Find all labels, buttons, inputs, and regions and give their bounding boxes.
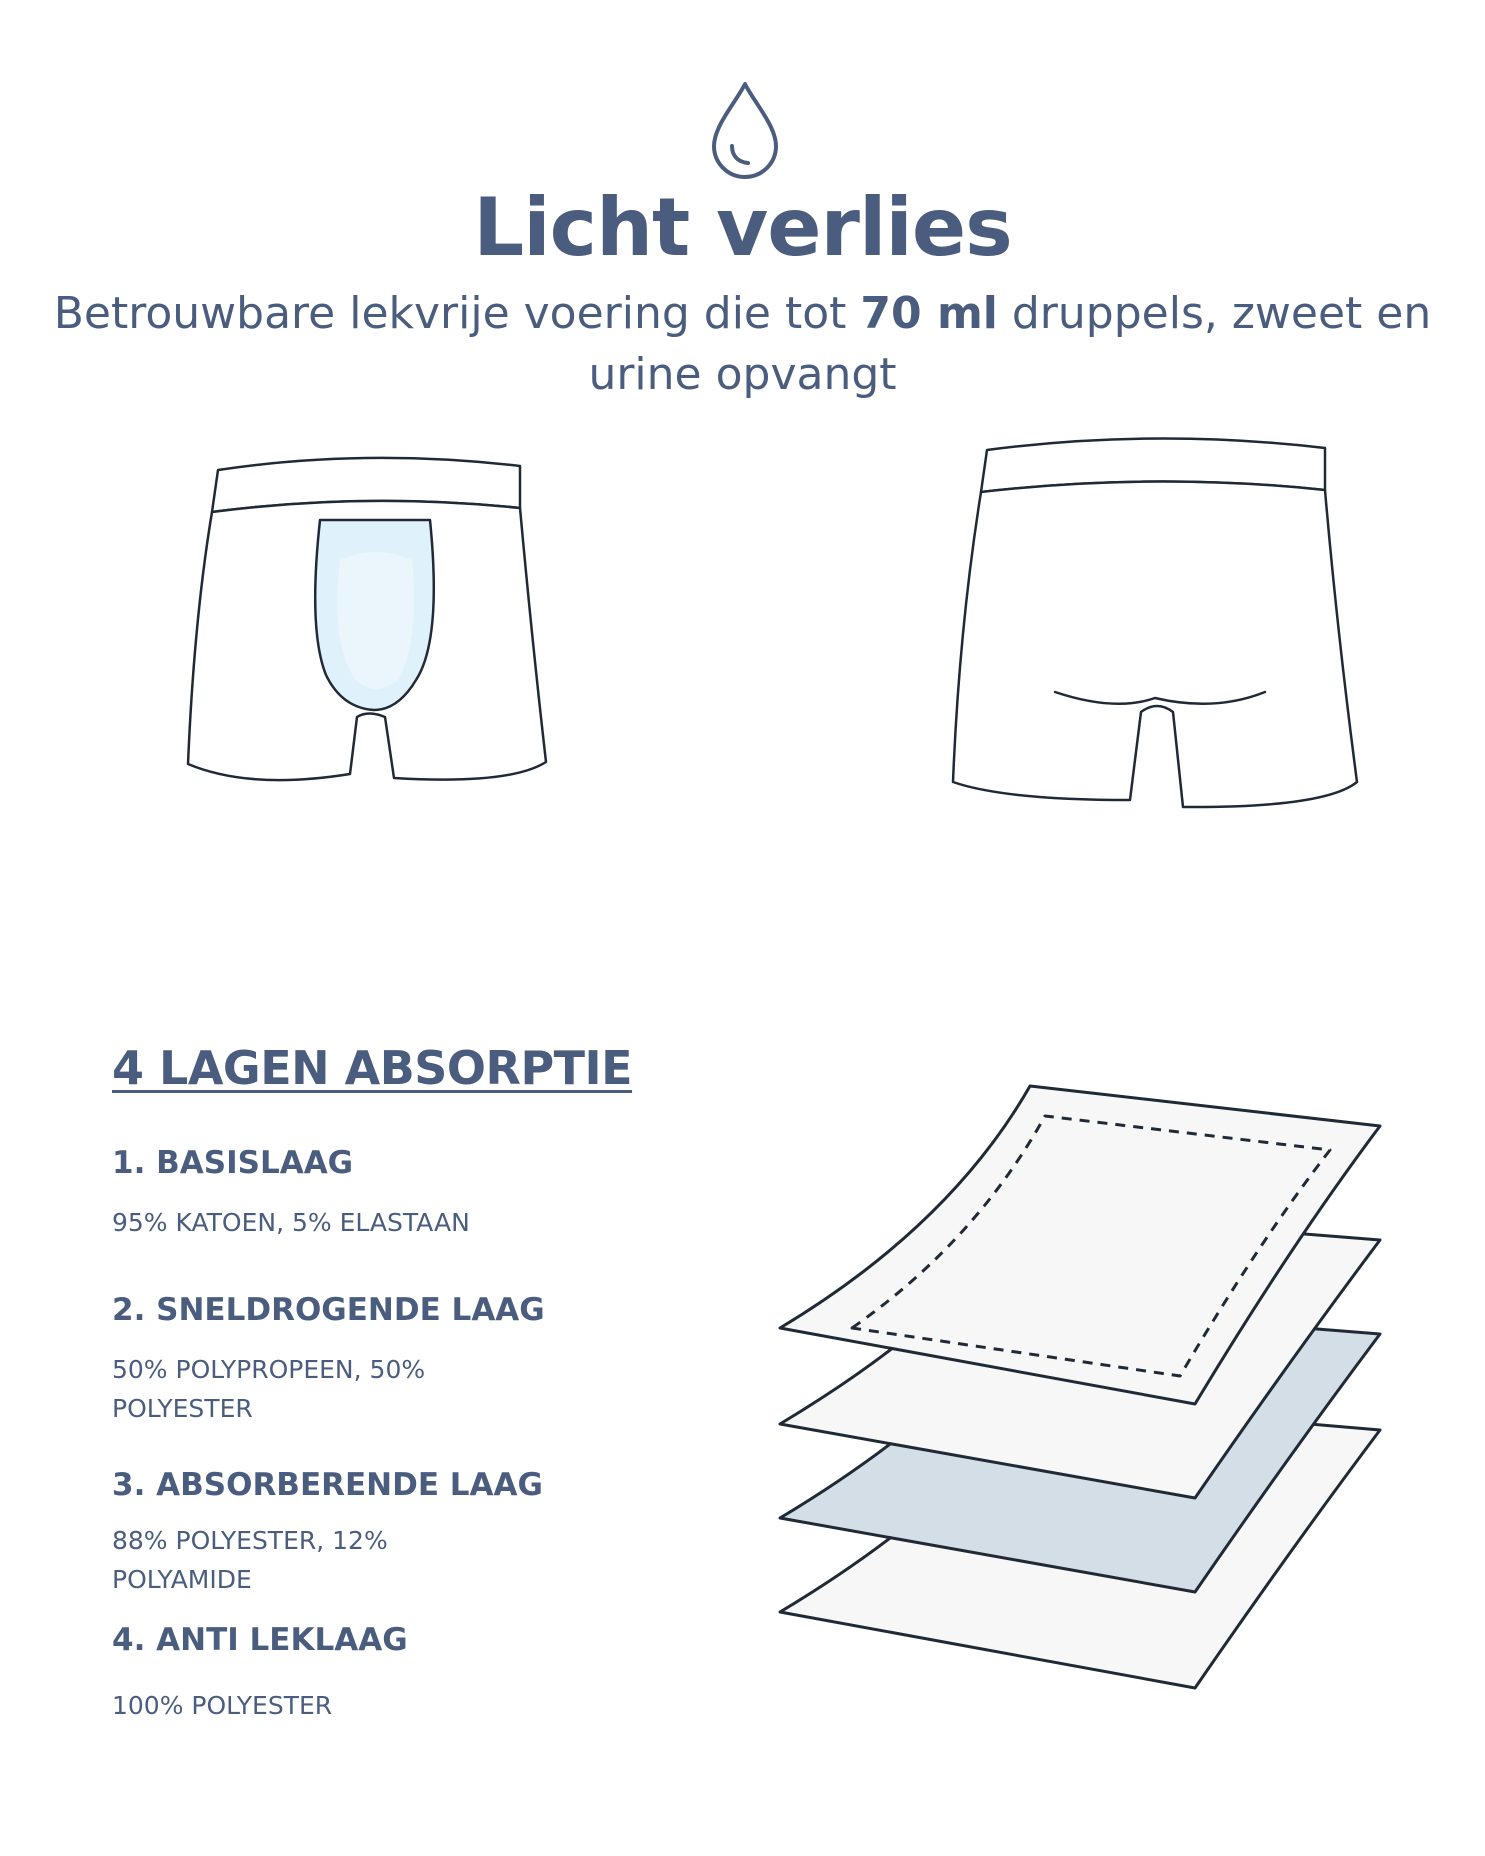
page-subtitle (40, 283, 1445, 405)
layer-1-description: 95% KATOEN, 5% ELASTAAN (112, 1208, 470, 1237)
layers-heading: 4 LAGEN ABSORPTIE (112, 1041, 633, 1095)
layer-3-description: 88% POLYESTER, 12% POLYAMIDE (112, 1526, 388, 1594)
boxer-front-icon (180, 440, 560, 800)
layer-3-title: 3. ABSORBERENDE LAAG (112, 1467, 543, 1503)
boxer-back-icon (945, 430, 1365, 820)
layer-4-description: 100% POLYESTER (112, 1691, 333, 1720)
water-drop-icon (706, 80, 784, 184)
layer-1-title: 1. BASISLAAG (112, 1145, 354, 1181)
layer-2-title: 2. SNELDROGENDE LAAG (112, 1292, 545, 1328)
subtitle-text-end: druppels, zweet en urine opvangt (588, 288, 1432, 400)
subtitle-text: Betrouwbare lekvrije voering die tot (53, 288, 861, 339)
layer-4-title: 4. ANTI LEKLAAG (112, 1622, 408, 1658)
layer-2-description: 50% POLYPROPEEN, 50% POLYESTER (112, 1355, 426, 1423)
subtitle-capacity: 70 ml (860, 288, 998, 339)
fabric-layers-icon (770, 1070, 1400, 1710)
page-title: Licht verlies (473, 181, 1012, 274)
